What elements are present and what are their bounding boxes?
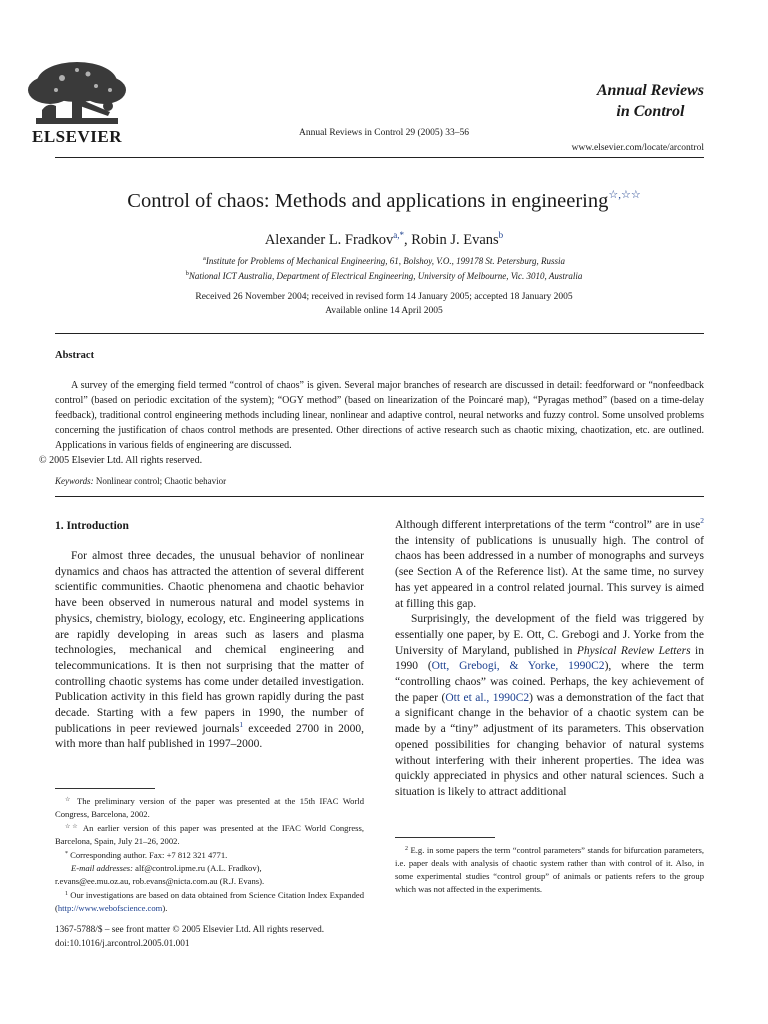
- intro-r2-text-c: ), where the term “controlling chaos” was coined. Perhaps, the key achievement of the paper (: [395, 660, 704, 704]
- footnote-star: [55, 794, 364, 821]
- title-footnote-marks[interactable]: ☆,☆☆: [608, 189, 641, 201]
- keywords: [55, 476, 226, 486]
- footnote-star-text: The preliminary version of the paper was presented at the 15th IFAC World Congress, Barcelona, 2002.: [55, 796, 364, 819]
- reference-link-ott-1[interactable]: Ott, Grebogi, & Yorke, 1990C2: [431, 660, 605, 673]
- front-matter-footer: [55, 923, 324, 951]
- left-footnote-rule: [55, 788, 155, 789]
- intro-paragraph-2: [395, 518, 704, 612]
- section-heading-introduction: 1. Introduction: [55, 520, 129, 532]
- author-evans: Robin J. Evans: [411, 232, 499, 248]
- footnote-star-mark: ☆: [65, 797, 73, 803]
- intro-left-column: [55, 549, 364, 753]
- intro-p1-text-a: For almost three decades, the unusual behavior of nonlinear dynamics and chaos has attracted the attention of several different scientific communities. Chaotic phenomena and chaotic behavior have been observed in numerous natural and model systems in physics, chemistry, biology, ecology, etc. Engineering applications are rapidly developing in areas such as lasers and plasma technologies, mechanical and chemical engineering and telecommunications. It is then not surprising that the matter of controlling chaotic systems has come under detailed investigation. Publication activity in this field has grown rapidly during the past decade. Starting with a few papers in 1990, the number of publications in peer reviewed journals: [55, 550, 364, 735]
- paper-title-text: Control of chaos: Methods and applications in engineering: [127, 190, 609, 212]
- author-list: [0, 230, 768, 249]
- footnote-corresponding-text: Corresponding author. Fax: +7 812 321 4771.: [68, 850, 228, 860]
- intro-r2-text-a: Surprisingly, the development of the field was triggered by essentially one paper, by E. Ott, C. Grebogi and J. Yorke from the University of Maryland, published in: [395, 613, 704, 657]
- email-fradkov[interactable]: alf@control.ipme.ru (A.L. Fradkov),: [132, 863, 262, 873]
- footnote-emails-evans[interactable]: r.evans@ee.mu.oz.au, rob.evans@nicta.com.au (R.J. Evans).: [55, 876, 265, 886]
- author-fradkov-marks[interactable]: a,*: [393, 230, 405, 240]
- reference-link-ott-2[interactable]: Ott et al., 1990C2: [445, 691, 530, 704]
- intro-r1-text-b: the intensity of publications is unusually high. The control of chaos has been addressed in a number of monographs and surveys (see Section A of the Reference list). At the same time, no survey has yet appeared in a control related journal. This survey is aimed at filling this gap.: [395, 534, 704, 610]
- footnote-emails: [55, 862, 364, 875]
- abstract-text: A survey of the emerging field termed “control of chaos” is given. Several major branches of research are discussed in detail: feedforward or “nonfeedback control” (based on periodic excitation of the system); “OGY method” (based on linearization of the Poincaré map), “Pyragas method” (based on a time-delay feedback), traditional control engineering methods including linear, nonlinear and adaptive control, neural networks and fuzzy control. Some unsolved problems concerning the justification of chaos control methods are presented. Other directions of active research such as chaotic mixing, chaotization, etc. are outlined. Applications in various fields of engineering are discussed.: [55, 380, 704, 451]
- abstract-heading: Abstract: [55, 350, 95, 361]
- doi[interactable]: doi:10.1016/j.arcontrol.2005.01.001: [55, 939, 190, 949]
- intro-r2-text-d: ) was a demonstration of the fact that a significant change in the behavior of a chaotic system can be made by a “tiny” adjustment of its parameters. This observation opened possibilities for changing behavior of natural systems without interfering with their inherent properties. The idea was quickly appreciated in physics and other natural sciences. Such a situation is likely to attract additional: [395, 691, 705, 798]
- journal-title: [597, 80, 704, 122]
- footnote-1-text-a: Our investigations are based on data obtained from Science Citation Index Expanded (: [55, 890, 364, 913]
- footnote-ref-1[interactable]: 1: [239, 719, 244, 729]
- footnote-corresponding: [55, 848, 364, 862]
- footnote-1-text-b: ).: [162, 903, 168, 913]
- abstract-body: [39, 378, 704, 468]
- footnote-double-star: [55, 821, 364, 848]
- webofscience-link[interactable]: http://www.webofscience.com: [57, 903, 163, 913]
- right-footnote-rule: [395, 837, 495, 838]
- intro-paragraph-3: [395, 612, 704, 800]
- author-fradkov: Alexander L. Fradkov: [264, 232, 394, 248]
- footnote-ref-2[interactable]: 2: [700, 516, 704, 525]
- left-footnotes: [55, 794, 364, 915]
- author-separator: ,: [404, 232, 412, 248]
- online-date: Available online 14 April 2005: [325, 306, 443, 316]
- received-dates: Received 26 November 2004; received in revised form 14 January 2005; accepted 18 January 2005: [195, 292, 573, 302]
- email-label: E-mail addresses:: [71, 863, 133, 873]
- paper-title: [0, 188, 768, 213]
- journal-url[interactable]: www.elsevier.com/locate/arcontrol: [571, 143, 704, 153]
- publisher-name: ELSEVIER: [32, 127, 122, 146]
- footnote-2-text: E.g. in some papers the term “control parameters” stands for bifurcation parameters, i.e. paper deals with analysis of chaotic system rather than with control of it. Also, in some experimental studies “control group” of animals or patients refers to the group which was not affected in the experiments.: [395, 845, 704, 894]
- journal-name-prl: Physical Review Letters: [576, 644, 691, 657]
- affiliation-b: [0, 270, 768, 281]
- intro-paragraph-1: [55, 549, 364, 753]
- footnote-1-mark: 1: [65, 891, 68, 897]
- footnote-double-star-text: An earlier version of this paper was presented at the IFAC World Congress, Barcelona, Spain, July 21–26, 2002.: [55, 823, 364, 846]
- keywords-rule: [55, 496, 704, 497]
- title-rule: [55, 333, 704, 334]
- abstract-copyright: © 2005 Elsevier Ltd. All rights reserved.: [39, 455, 203, 466]
- intro-r2-text-b: in 1990 (: [395, 644, 704, 673]
- footnote-corresponding-mark: *: [65, 851, 68, 857]
- affiliation-a: [0, 255, 768, 266]
- keywords-label: Keywords:: [55, 476, 94, 486]
- intro-r1-text-a: Although different interpretations of the term “control” are in use: [395, 519, 701, 531]
- affiliation-a-text: Institute for Problems of Mechanical Engineering, 61, Bolshoy, V.O., 199178 St. Petersburg, Russia: [205, 256, 566, 266]
- keywords-values: Nonlinear control; Chaotic behavior: [95, 476, 227, 486]
- header-rule: [55, 157, 704, 158]
- footnote-1: [55, 888, 364, 915]
- issn-copyright: 1367-5788/$ – see front matter © 2005 Elsevier Ltd. All rights reserved.: [55, 925, 325, 935]
- footnote-2: [395, 843, 704, 896]
- author-evans-marks[interactable]: b: [498, 230, 504, 240]
- journal-title-line1: Annual Reviews: [596, 82, 704, 99]
- intro-p1-text-b: exceeded 2700 in 2000, with more than half published in 1997–2000.: [55, 722, 365, 751]
- footnote-2-mark: 2: [405, 846, 408, 852]
- affiliation-b-text: National ICT Australia, Department of Electrical Engineering, University of Melbourne, Vic. 3010, Australia: [188, 271, 583, 281]
- journal-title-line2: in Control: [616, 103, 685, 120]
- journal-citation: Annual Reviews in Control 29 (2005) 33–56: [299, 128, 469, 138]
- intro-right-column: [395, 518, 704, 801]
- affiliation-b-mark: b: [185, 270, 189, 277]
- footnote-double-star-mark: ☆☆: [65, 824, 80, 830]
- affiliation-a-mark: a: [202, 255, 206, 262]
